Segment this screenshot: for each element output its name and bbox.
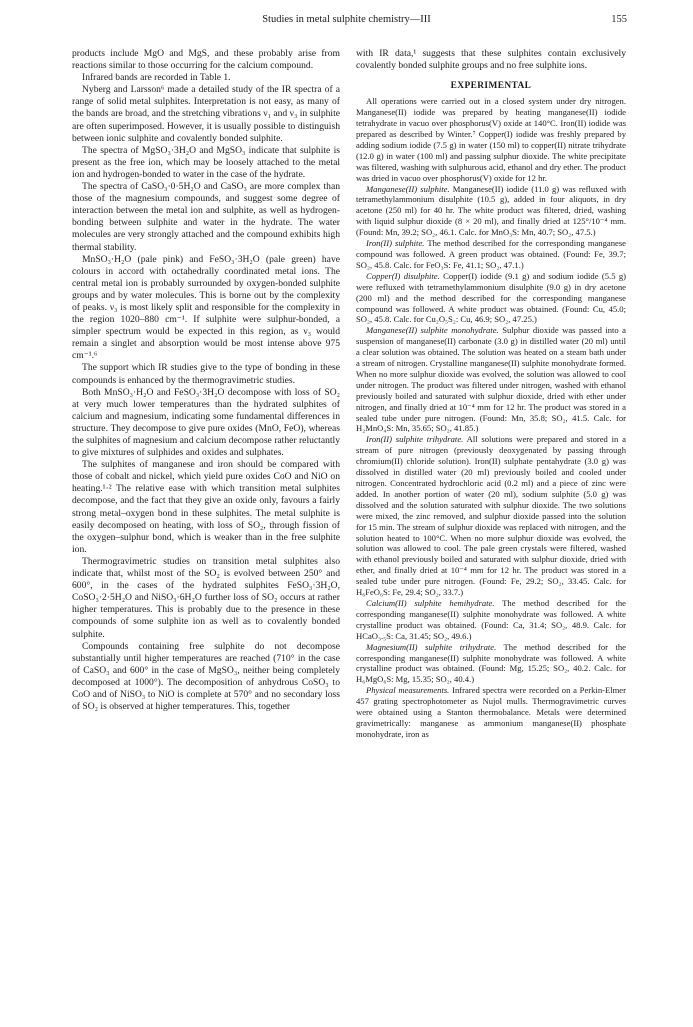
- preparation-text: Manganese(II) iodide (11.0 g) was refluxed with tetramethylammonium disulphite (10.5 g), added in four aliquots, in dry acetone (250 ml) for 40 hr. The white product was filtered, dried, washing with liquid sulphur dioxide (8 × 20 ml), and finally dried at 125°/10⁻⁴ mm. (Found: Mn, 39.2; SO₂, 46.1. Calc. for MnO₃S: Mn, 40.7; SO₂, 47.5.): [356, 183, 626, 238]
- paragraph: The sulphites of manganese and iron should be compared with those of cobalt and nickel, which yield pure oxides CoO and NiO on heating.¹·² The relative ease with which transition metal sulphites decompose, and the fact that they give an oxide only, favours a fairly strong metal–oxygen bond in these sulphites. The metal sulphite is easily decomposed on heating, with loss of SO₂, through fission of the oxygen–sulphur bond, which is weaker than in the free sulphite ion.: [72, 459, 340, 555]
- run-in-heading: Manganese(II) sulphite.: [366, 183, 450, 194]
- right-column: [356, 48, 626, 1020]
- paragraph: The spectra of CaSO₃·0·5H₂O and CaSO₃ are more complex than those of the magnesium compounds, and suggest some degree of interaction between the metal ion and sulphite, as well as hydrogen-bonding between sulphite and water in the hydrate. The water molecules are very strongly attached and the compound exhibits high thermal stability.: [72, 181, 340, 253]
- paragraph: Thermogravimetric studies on transition metal sulphites also indicate that, whilst most of the SO₂ is evolved between 250° and 600°, in the cases of the hydrated sulphites FeSO₃·3H₂O, CoSO₃·2·5H₂O and NiSO₃·6H₂O further loss of SO₂ occurs at rather higher temperatures. This is probably due to the presence in these compounds of some sulphite ion as well as to covalently bonded sulphite.: [72, 555, 340, 640]
- preparation-paragraph: [356, 685, 626, 740]
- run-in-heading: Copper(I) disulphite.: [366, 270, 440, 281]
- preparation-text: Sulphur dioxide was passed into a suspension of manganese(II) carbonate (3.0 g) in distilled water (20 ml) until a clear solution was obtained. The solution was heated on a steam bath under a stream of nitrogen. Crystalline manganese(II) sulphite monohydrate formed. When no more sulphur dioxide was evolved, the solution was allowed to cool under nitrogen. The product was filtered under nitrogen, washed with ethanol previously boiled and saturated with sulphur dioxide, dried with ether under nitrogen, and finally dried at 10⁻⁴ mm for 12 hr. The product was stored in a sealed tube under pure nitrogen. (Found: Mn, 35.8; SO₂, 41.5. Calc. for H₂MnO₄S: Mn, 35.65; SO₂, 41.85.): [356, 325, 626, 434]
- run-in-heading: Physical measurements.: [366, 685, 450, 696]
- run-in-heading: Manganese(II) sulphite monohydrate.: [366, 325, 499, 336]
- running-title: Studies in metal sulphite chemistry—III: [262, 14, 431, 25]
- preparation-text: The method described for the corresponding manganese compound was followed. A green product was obtained. (Found: Fe, 39.7; SO₂, 45.8. Calc. for FeO₃S: Fe, 41.1; SO₂, 47.1.): [356, 238, 626, 270]
- paragraph: All operations were carried out in a closed system under dry nitrogen. Manganese(II) iodide was prepared by heating manganese(II) iodide tetrahydrate in vacuo over phosphorus(V) oxide at 140°C. Iron(II) iodide was prepared as described by Winter.⁷ Copper(I) iodide was freshly prepared by adding sodium iodide (7.5 g) in water (150 ml) to copper(II) nitrate trihydrate (12.0 g) in water (100 ml) and passing sulphur dioxide. The white precipitate was filtered, washing with sulphurous acid, ethanol and dry ether. The product was dried in vacuo over phosphorus(V) oxide for 12 hr.: [356, 96, 626, 183]
- run-in-heading: Iron(II) sulphite.: [366, 238, 425, 249]
- paragraph: products include MgO and MgS, and these probably arise from reactions similar to those occurring for the calcium compound.: [72, 48, 340, 72]
- preparation-paragraph: [356, 325, 626, 434]
- preparation-text: The method described for the corresponding manganese(II) sulphite monohydrate was followed. A white crystalline product was obtained. (Found: Mg, 15.25; SO₂, 40.2. Calc. for H₆MgO₆S: Mg, 15.35; SO₂, 40.4.): [356, 641, 626, 685]
- preparation-paragraph: [356, 642, 626, 686]
- preparation-paragraph: [356, 271, 626, 326]
- preparation-text: Copper(I) iodide (9.1 g) and sodium iodide (5.5 g) were refluxed with tetramethylammonium disulphite (9.0 g) in dry acetone (200 ml) and the method described for the corresponding manganese compound was followed. A white product was obtained. (Found: Cu, 45.0; SO₂, 45.8. Calc. for Cu₂O₅S₂: Cu, 46.9; SO₂, 47.25.): [356, 270, 626, 325]
- preparation-paragraph: [356, 184, 626, 239]
- preparation-paragraph: [356, 598, 626, 642]
- paragraph: The support which IR studies give to the type of bonding in these compounds is enhanced by the thermogravimetric studies.: [72, 362, 340, 386]
- paragraph: Nyberg and Larsson⁶ made a detailed study of the IR spectra of a range of solid metal sulphites. Interpretation is not easy, as many of the bands are broad, and the stretching vibrations ν₁ and ν₃ in sulphite are often superimposed. However, it is usually possible to distinguish between ionic sulphite and covalently bonded sulphite.: [72, 84, 340, 144]
- paragraph: The spectra of MgSO₃·3H₂O and MgSO₃ indicate that sulphite is present as the free ion, which may be loosely attached to the metal ion and hydrogen-bonded to water in the case of the hydrate.: [72, 144, 340, 180]
- experimental-section: [356, 96, 626, 739]
- preparation-paragraph: [356, 238, 626, 271]
- page-number: 155: [611, 14, 627, 25]
- preparation-text: The method described for the corresponding manganese(II) sulphite monohydrate was followed. A white crystalline product was obtained. (Found: Ca, 31.4; SO₂, 48.9. Calc. for HCaO₃.₅S: Ca, 31.45; SO₂, 49.6.): [356, 597, 626, 641]
- paragraph: Both MnSO₃·H₂O and FeSO₃·3H₂O decompose with loss of SO₂ at very much lower temperatures than the hydrated sulphites of calcium and magnesium, indicating some fundamental differences in structure. They decompose to give pure oxides (MnO, FeO), whereas the sulphites of magnesium and calcium decompose rather reluctantly to give mixtures of sulphides and oxides and sulphates.: [72, 386, 340, 459]
- run-in-heading: Calcium(II) sulphite hemihydrate.: [366, 597, 495, 608]
- section-heading: EXPERIMENTAL: [450, 81, 532, 92]
- paragraph: Compounds containing free sulphite do not decompose substantially until higher temperatures are reached (710° in the case of CaSO₃ and 600° in the case of MgSO₃, neither being completely decomposed at 1000°). The decomposition of anhydrous CoSO₃ to CoO and of NiSO₃ to NiO is complete at 570° and no secondary loss of SO₂ is observed at higher temperatures. This, together: [72, 640, 340, 713]
- preparation-text: Infrared spectra were recorded on a Perkin-Elmer 457 grating spectrophotometer as Nujol mulls. Thermogravimetric curves were obtained using a Stanton thermobalance. Metals were determined gravimetrically: manganese as ammonium manganese(II) phosphate monohydrate, iron as: [356, 685, 626, 739]
- run-in-heading: Magnesium(II) sulphite trihydrate.: [366, 641, 497, 652]
- paragraph: MnSO₃·H₂O (pale pink) and FeSO₃·3H₂O (pale green) have colours in accord with octahedrally coordinated metal ions. The central metal ion is probably surrounded by oxygen-bonded sulphite groups and by water molecules. This is borne out by the complexity of peaks. ν₃ is most likely split and responsible for the complexity in the region 1020–880 cm⁻¹. If sulphite were sulphur-bonded, a simpler spectrum would be expected in this region, as ν₃ would remain a singlet and absorption would be most intense above 975 cm⁻¹.⁶: [72, 253, 340, 362]
- preparation-paragraph: [356, 434, 626, 598]
- left-column: [72, 48, 340, 1020]
- preparation-text: All solutions were prepared and stored in a stream of pure nitrogen (previously deoxygenated by passing through chromium(II) chloride solution). Iron(II) sulphate pentahydrate (3.0 g) was dissolved in distilled water (20 ml) previously boiled and cooled under nitrogen. Concentrated hydrochloric acid (0.2 ml) and a piece of zinc were added. In another portion of water (20 ml), sodium sulphite (5.0 g) was dissolved and the solution saturated with sulphur dioxide. The two solutions were mixed, the zinc removed, and sulphur dioxide passed into the solution for 15 min. The stream of sulphur dioxide was replaced with nitrogen, and the solution heated to 100°C. When no more sulphur dioxide was evolved, the solution was allowed to cool. The pale green crystals were filtered, washed with ethanol previously boiled and saturated with sulphur dioxide, dried with ether, and finally dried at 10⁻⁴ mm for 12 hr. The product was stored in a sealed tube under pure nitrogen. (Found: Fe, 29.2; SO₂, 33.45. Calc. for H₆FeO₆S: Fe, 29.4; SO₂, 33.7.): [356, 434, 626, 598]
- paragraph: with IR data,¹ suggests that these sulphites contain exclusively covalently bonded sulphite groups and no free sulphite ions.: [356, 48, 626, 72]
- run-in-heading: Iron(II) sulphite trihydrate.: [366, 434, 464, 445]
- paragraph: Infrared bands are recorded in Table 1.: [82, 72, 231, 84]
